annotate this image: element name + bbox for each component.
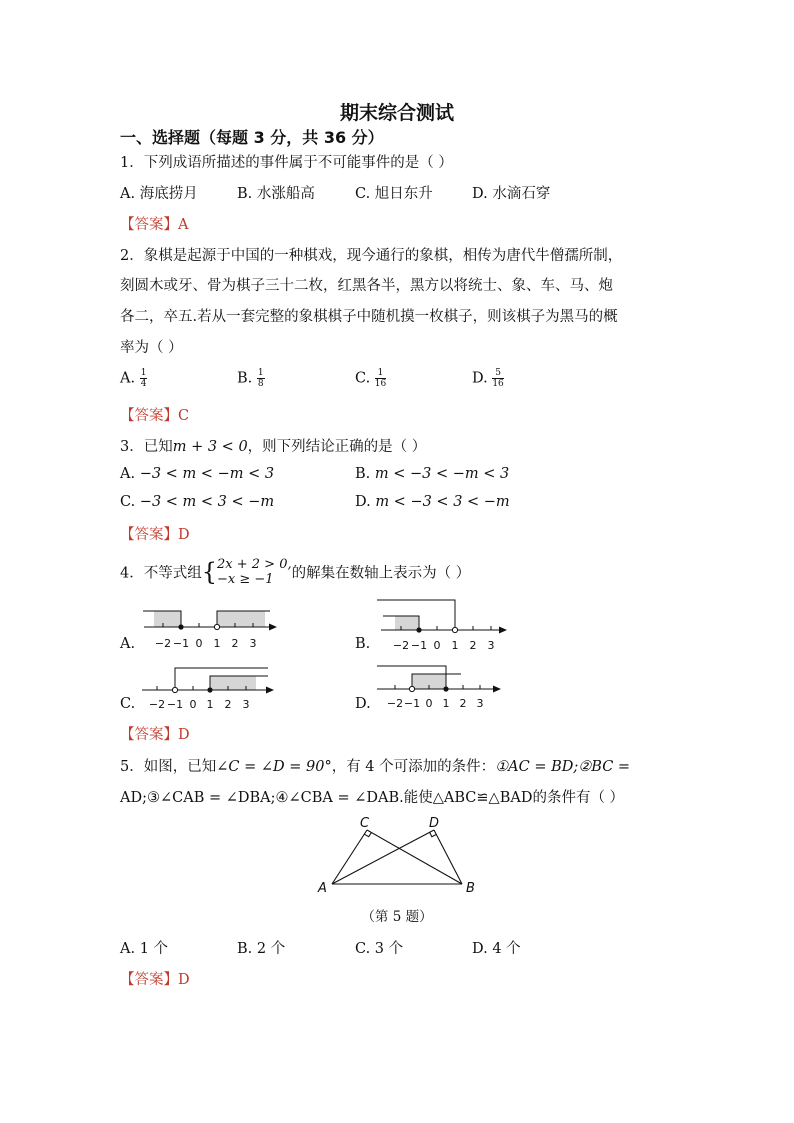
q2-option-d: D. $\frac{5}{16}$ (472, 368, 504, 389)
q2-answer: 【答案】C (120, 408, 190, 424)
q5-option-d: D. 4 个 (472, 941, 521, 957)
q3-option-c: C. −3 < m < 3 < −m (120, 494, 275, 510)
page-title: 期末综合测试 (339, 102, 454, 124)
svg-text:2: 2 (459, 697, 467, 710)
svg-text:3: 3 (476, 697, 484, 710)
number-line-b (375, 598, 515, 655)
svg-text:−2: −2 (148, 698, 166, 711)
svg-text:D: D (429, 816, 440, 831)
q5-option-c: C. 3 个 (355, 941, 404, 957)
svg-text:−1: −1 (166, 698, 184, 711)
svg-text:1: 1 (206, 698, 214, 711)
shaded-region (395, 616, 419, 630)
svg-text:1: 1 (213, 637, 221, 650)
svg-text:2: 2 (231, 637, 239, 650)
section-heading: 一、选择题（每题 3 分，共 36 分） (120, 128, 384, 147)
svg-text:3: 3 (249, 637, 257, 650)
shaded-region (154, 611, 181, 627)
number-line-a (140, 603, 280, 655)
q4-option-d-label: D. (355, 696, 371, 712)
q2-option-b: B. $\frac{1}{8}$ (237, 368, 264, 389)
svg-text:−2: −2 (154, 637, 172, 650)
svg-text:−1: −1 (172, 637, 190, 650)
q1-option-b: B. 水涨船高 (237, 186, 315, 202)
fraction: $\frac{5}{16}$ (492, 368, 504, 389)
q4-option-b-label: B. (355, 636, 371, 652)
shaded-region (217, 611, 265, 627)
q3-option-d: D. m < −3 < 3 < −m (355, 494, 510, 510)
q5-stem-line2: AD;③∠CAB = ∠DBA;④∠CBA = ∠DAB.能使△ABC≌△BAD的条件有（ ） (120, 790, 625, 806)
svg-text:0: 0 (189, 698, 197, 711)
q2-stem-line4: 率为（ ） (120, 340, 183, 356)
q1-option-c: C. 旭日东升 (355, 186, 433, 202)
number-line-c (140, 664, 280, 714)
q3-answer: 【答案】D (120, 527, 190, 543)
q2-stem-line1: 2．象棋是起源于中国的一种棋戏，现今通行的象棋，相传为唐代牛僧孺所制， (120, 248, 623, 264)
q4-option-a-label: A. (120, 636, 136, 652)
svg-text:2: 2 (224, 698, 232, 711)
q2-option-a: A. $\frac{1}{4}$ (120, 368, 147, 389)
svg-text:−2: −2 (386, 697, 404, 710)
svg-text:1: 1 (442, 697, 450, 710)
q1-answer: 【答案】A (120, 217, 189, 233)
svg-text:3: 3 (487, 639, 495, 652)
fraction: $\frac{1}{4}$ (140, 368, 147, 389)
svg-text:B: B (466, 881, 475, 896)
svg-text:0: 0 (425, 697, 433, 710)
q5-option-a: A. 1 个 (120, 941, 169, 957)
shaded-region (210, 676, 256, 690)
figure-caption: （第 5 题） (361, 909, 433, 925)
svg-text:C: C (360, 816, 370, 831)
q4-answer: 【答案】D (120, 727, 190, 743)
q5-figure (312, 812, 492, 898)
q3-option-b: B. m < −3 < −m < 3 (355, 466, 510, 482)
fraction: $\frac{1}{8}$ (257, 368, 264, 389)
svg-text:−1: −1 (410, 639, 428, 652)
number-line-d (375, 662, 515, 714)
q2-stem-line2: 刻圆木或牙、骨为棋子三十二枚，红黑各半，黑方以将统士、象、车、马、炮 (120, 278, 613, 294)
q2-stem-line3: 各二，卒五.若从一套完整的象棋棋子中随机摸一枚棋子，则该棋子为黑马的概 (120, 309, 618, 325)
svg-text:2: 2 (469, 639, 477, 652)
q3-option-a: A. −3 < m < −m < 3 (120, 466, 275, 482)
q2-option-c: C. $\frac{1}{16}$ (355, 368, 387, 389)
q3-stem: 3．已知m + 3 < 0，则下列结论正确的是（ ） (120, 439, 427, 455)
svg-text:A: A (318, 881, 327, 896)
svg-text:−2: −2 (392, 639, 410, 652)
fraction: $\frac{1}{16}$ (374, 368, 387, 389)
q1-option-a: A. 海底捞月 (120, 186, 198, 202)
svg-text:1: 1 (451, 639, 459, 652)
q5-stem-line1: 5．如图，已知∠C = ∠D = 90°，有 4 个可添加的条件：①AC = BD;②BC = (120, 759, 631, 775)
svg-text:0: 0 (195, 637, 203, 650)
q1-option-d: D. 水滴石穿 (472, 186, 551, 202)
q4-stem: 4．不等式组{ 2x + 2 > 0, −x ≥ −1 的解集在数轴上表示为（ ） (120, 557, 471, 587)
svg-text:0: 0 (433, 639, 441, 652)
q4-option-c-label: C. (120, 696, 136, 712)
inequality-system: { 2x + 2 > 0, −x ≥ −1 (201, 557, 292, 587)
q5-option-b: B. 2 个 (237, 941, 286, 957)
q5-answer: 【答案】D (120, 972, 190, 988)
svg-text:−1: −1 (403, 697, 421, 710)
q1-stem: 1．下列成语所描述的事件属于不可能事件的是（ ） (120, 155, 453, 171)
svg-text:3: 3 (242, 698, 250, 711)
